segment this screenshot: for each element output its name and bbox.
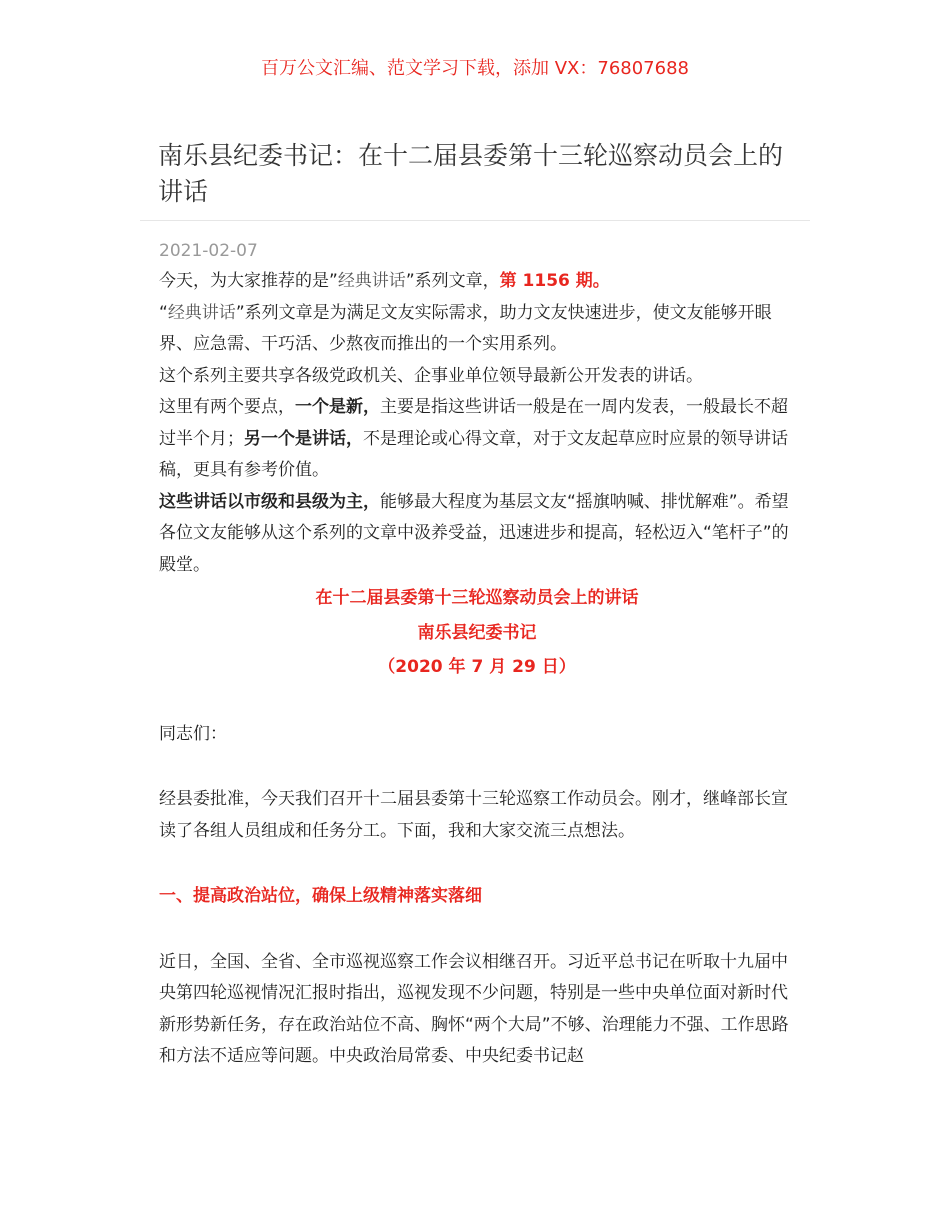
salutation: 同志们： [159,723,227,744]
intro-text: 不是理论或心得文章，对于文友起草应时应景的领导讲话稿，更具有参考价值。 [159,428,788,480]
title-divider [140,220,810,221]
intro-paragraph-4 [159,392,795,487]
intro-text: ”系列文章， [405,271,500,291]
promo-banner: 百万公文汇编、范文学习下载，添加 VX：76807688 [261,58,689,79]
key-point: 一个是新， [295,397,380,417]
intro-text: 今天，为大家推荐的是” [159,271,338,291]
intro-paragraph-1 [159,266,795,298]
spacer [159,847,795,881]
article-title: 南乐县纪委书记：在十二届县委第十三轮巡察动员会上的讲话 [158,141,784,206]
key-point: 另一个是讲话， [244,428,363,449]
speech-heading: 在十二届县委第十三轮巡察动员会上的讲话 [315,588,639,608]
spacer [159,913,795,947]
intro-text: 这里有两个要点， [159,397,295,417]
section-heading-1: 一、提高政治站位，确保上级精神落实落细 [159,886,482,906]
publish-date: 2021-02-07 [159,241,258,261]
speech-speaker: 南乐县纪委书记 [417,622,537,643]
spacer [159,750,795,784]
series-name: 经典讲话 [167,302,236,323]
speech-header [159,581,795,685]
key-point: 这些讲话以市级和县级为主， [159,491,380,512]
article-body [159,266,795,1073]
intro-text: ”系列文章是为满足文友实际需求，助力文友快速进步，使文友能够开眼界、应急需、干巧活、少熬夜而推出的一个实用系列。 [159,302,772,354]
intro-text: 主要是指这些讲话一般是在一周内发表，一般最长不超过半个月； [159,397,788,449]
speech-paragraph-1: 经县委批准，今天我们召开十二届县委第十三轮巡察工作动员会。刚才，继峰部长宣读了各组人员组成和任务分工。下面，我和大家交流三点想法。 [159,789,788,841]
spacer [159,685,795,719]
intro-paragraph-2 [159,298,795,361]
issue-number: 第 1156 期。 [499,271,610,291]
intro-text: 能够最大程度为基层文友“摇旗呐喊、排忧解难”。希望各位文友能够从这个系列的文章中汲养受益，迅速进步和提高，轻松迈入“笔杆子”的殿堂。 [159,491,789,575]
series-name: 经典讲话 [337,271,406,291]
intro-paragraph-5 [159,487,795,582]
intro-paragraph-3: 这个系列主要共享各级党政机关、企事业单位领导最新公开发表的讲话。 [159,365,703,386]
intro-text: “ [159,302,168,323]
speech-paragraph-2: 近日，全国、全省、全市巡视巡察工作会议相继召开。习近平总书记在听取十九届中央第四轮巡视情况汇报时指出，巡视发现不少问题，特别是一些中央单位面对新时代新形势新任务，存在政治站位不高、胸怀“两个大局”不够、治理能力不强、工作思路和方法不适应等问题。中央政治局常委、中央纪委书记赵 [159,951,789,1066]
speech-date: （2020 年 7 月 29 日） [378,657,576,677]
